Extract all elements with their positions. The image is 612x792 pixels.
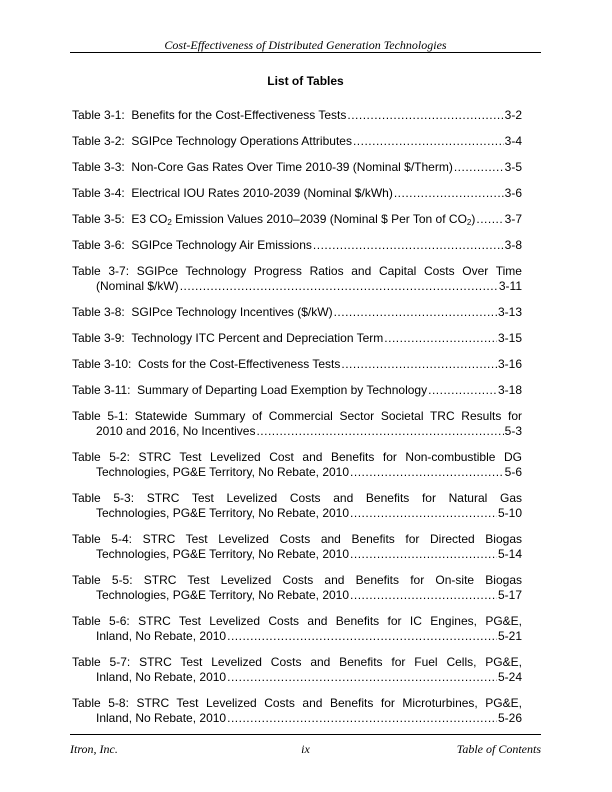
toc-entry-title: Table 3-11: Summary of Departing Load Exemption by Technology bbox=[72, 383, 428, 397]
toc-entry[interactable] bbox=[72, 108, 522, 123]
footer-section: Table of Contents bbox=[456, 742, 541, 756]
toc-entry-page[interactable]: 5-26 bbox=[497, 711, 522, 725]
toc-entry[interactable] bbox=[72, 134, 522, 149]
toc-entry-label: Table 3-2: bbox=[72, 134, 132, 148]
toc-entry-page[interactable]: 5-14 bbox=[497, 547, 522, 561]
toc-entry-title: Inland, No Rebate, 2010 bbox=[96, 629, 227, 643]
toc-entry-title: Inland, No Rebate, 2010 bbox=[96, 711, 227, 725]
dot-leader bbox=[227, 711, 497, 726]
toc-entry-title: Table 3-2: SGIPce Technology Operations Attributes bbox=[72, 134, 352, 148]
toc-entry-label: Table 3-3: bbox=[72, 160, 132, 174]
toc-entry[interactable] bbox=[72, 383, 522, 398]
toc-entry-page[interactable]: 3-4 bbox=[504, 134, 522, 148]
running-header: Cost-Effectiveness of Distributed Generation Technologies bbox=[164, 38, 447, 52]
toc-entry-label: Table 5-4: bbox=[72, 532, 143, 546]
toc-entry-title-line: Table 5-8: STRC Test Levelized Costs and Benefits for Microturbines, PG&E, bbox=[72, 696, 522, 710]
toc-entry[interactable] bbox=[72, 264, 522, 294]
dot-leader bbox=[227, 629, 497, 644]
toc-entry-page[interactable]: 3-16 bbox=[497, 357, 522, 371]
dot-leader bbox=[350, 506, 497, 521]
toc-entry-title: Table 3-4: Electrical IOU Rates 2010-2039 (Nominal $/kWh) bbox=[72, 186, 393, 200]
footer-rule bbox=[70, 734, 541, 735]
toc-entry[interactable] bbox=[72, 491, 522, 521]
toc-entry-label: Table 3-6: bbox=[72, 238, 132, 252]
toc-entry-page[interactable]: 5-21 bbox=[497, 629, 522, 643]
toc-entry-page[interactable]: 5-3 bbox=[504, 424, 522, 438]
toc-entry-title-line: Table 5-2: STRC Test Levelized Cost and Benefits for Non-combustible DG bbox=[72, 450, 522, 464]
dot-leader bbox=[341, 357, 497, 372]
toc-entry-label: Table 5-3: bbox=[72, 491, 147, 505]
toc-entry-label: Table 3-1: bbox=[72, 108, 132, 122]
toc-entry-title: Table 3-5: E3 $CO_2$ Emission Values 2010–2039 (Nominal $ Per Ton of $CO_2$) bbox=[72, 212, 476, 227]
toc-entry-title: Technologies, PG&E Territory, No Rebate, 2010 bbox=[96, 506, 350, 520]
toc-entry-title-line: Table 5-7: STRC Test Levelized Costs and Benefits for Fuel Cells, PG&E, bbox=[72, 655, 522, 669]
toc-entry-title: Table 3-6: SGIPce Technology Air Emissions bbox=[72, 238, 312, 252]
toc-entry-title: (Nominal $/kW) bbox=[96, 279, 179, 293]
toc-entry-label: Table 3-9: bbox=[72, 331, 132, 345]
toc-entry[interactable] bbox=[72, 331, 522, 346]
toc-entry[interactable] bbox=[72, 614, 522, 644]
toc-entry-page[interactable]: 3-5 bbox=[504, 160, 522, 174]
dot-leader bbox=[350, 588, 497, 603]
toc-entry-label: Table 5-2: bbox=[72, 450, 139, 464]
list-of-tables bbox=[72, 108, 522, 737]
toc-entry-label: Table 3-10: bbox=[72, 357, 139, 371]
toc-entry-page[interactable]: 3-7 bbox=[504, 212, 522, 226]
toc-entry-title-line: Table 5-6: STRC Test Levelized Costs and Benefits for IC Engines, PG&E, bbox=[72, 614, 522, 628]
toc-entry-title: Table 3-8: SGIPce Technology Incentives ($/kW) bbox=[72, 305, 333, 319]
toc-entry[interactable] bbox=[72, 573, 522, 603]
toc-entry[interactable] bbox=[72, 160, 522, 175]
dot-leader bbox=[347, 108, 503, 123]
toc-entry-label: Table 3-11: bbox=[72, 383, 138, 397]
dot-leader bbox=[454, 160, 504, 175]
toc-entry-page[interactable]: 5-24 bbox=[497, 670, 522, 684]
toc-entry-page[interactable]: 5-10 bbox=[497, 506, 522, 520]
toc-entry[interactable] bbox=[72, 305, 522, 320]
toc-entry-page[interactable]: 3-2 bbox=[504, 108, 522, 122]
toc-entry-title: Technologies, PG&E Territory, No Rebate, 2010 bbox=[96, 465, 350, 479]
toc-entry-page[interactable]: 3-6 bbox=[504, 186, 522, 200]
dot-leader bbox=[313, 238, 504, 253]
toc-entry-title-line: Table 5-3: STRC Test Levelized Costs and Benefits for Natural Gas bbox=[72, 491, 522, 505]
toc-entry[interactable] bbox=[72, 696, 522, 726]
toc-entry-label: Table 5-6: bbox=[72, 614, 139, 628]
toc-entry[interactable] bbox=[72, 409, 522, 439]
toc-entry-title: Technologies, PG&E Territory, No Rebate, 2010 bbox=[96, 547, 350, 561]
toc-entry[interactable] bbox=[72, 212, 522, 227]
toc-entry[interactable] bbox=[72, 450, 522, 480]
toc-entry-page[interactable]: 3-13 bbox=[497, 305, 522, 319]
footer-company: Itron, Inc. bbox=[70, 742, 118, 756]
toc-entry[interactable] bbox=[72, 238, 522, 253]
toc-entry-title: Technologies, PG&E Territory, No Rebate, 2010 bbox=[96, 588, 350, 602]
toc-entry-title-line: Table 5-5: STRC Test Levelized Costs and Benefits for On-site Biogas bbox=[72, 573, 522, 587]
page-footer bbox=[70, 742, 541, 756]
toc-entry[interactable] bbox=[72, 186, 522, 201]
toc-entry[interactable] bbox=[72, 357, 522, 372]
toc-entry-label: Table 3-7: bbox=[72, 264, 137, 278]
toc-entry-page[interactable]: 3-11 bbox=[498, 279, 522, 293]
dot-leader bbox=[350, 547, 497, 562]
dot-leader bbox=[428, 383, 497, 398]
toc-entry[interactable] bbox=[72, 532, 522, 562]
dot-leader bbox=[350, 465, 504, 480]
toc-entry-title: Table 3-3: Non-Core Gas Rates Over Time 2010-39 (Nominal $/Therm) bbox=[72, 160, 453, 174]
toc-entry-page[interactable]: 3-8 bbox=[504, 238, 522, 252]
toc-entry[interactable] bbox=[72, 655, 522, 685]
dot-leader bbox=[334, 305, 497, 320]
toc-entry-title-line: Table 3-7: SGIPce Technology Progress Ratios and Capital Costs Over Time bbox=[72, 264, 522, 278]
toc-entry-title: Table 3-1: Benefits for the Cost-Effectiveness Tests bbox=[72, 108, 347, 122]
toc-entry-page[interactable]: 5-6 bbox=[504, 465, 522, 479]
page-number: ix bbox=[301, 742, 310, 756]
toc-entry-label: Table 5-5: bbox=[72, 573, 144, 587]
toc-entry-label: Table 3-4: bbox=[72, 186, 132, 200]
dot-leader bbox=[384, 331, 497, 346]
dot-leader bbox=[394, 186, 504, 201]
toc-entry-label: Table 5-1: bbox=[72, 409, 135, 423]
toc-entry-page[interactable]: 3-15 bbox=[497, 331, 522, 345]
toc-entry-label: Table 3-8: bbox=[72, 305, 132, 319]
dot-leader bbox=[256, 424, 503, 439]
toc-entry-title: Inland, No Rebate, 2010 bbox=[96, 670, 227, 684]
page-title: List of Tables bbox=[267, 74, 344, 88]
toc-entry-title: Table 3-9: Technology ITC Percent and Depreciation Term bbox=[72, 331, 384, 345]
toc-entry-title: Table 3-10: Costs for the Cost-Effectiveness Tests bbox=[72, 357, 341, 371]
toc-entry-title: 2010 and 2016, No Incentives bbox=[96, 424, 256, 438]
dot-leader bbox=[180, 279, 498, 294]
toc-entry-page[interactable]: 5-17 bbox=[497, 588, 522, 602]
toc-entry-page[interactable]: 3-18 bbox=[497, 383, 522, 397]
dot-leader bbox=[353, 134, 504, 149]
toc-entry-title-line: Table 5-1: Statewide Summary of Commercial Sector Societal TRC Results for bbox=[72, 409, 522, 423]
header-rule bbox=[70, 52, 541, 53]
toc-entry-label: Table 5-8: bbox=[72, 696, 137, 710]
dot-leader bbox=[476, 212, 503, 227]
toc-entry-title-line: Table 5-4: STRC Test Levelized Costs and Benefits for Directed Biogas bbox=[72, 532, 522, 546]
dot-leader bbox=[227, 670, 497, 685]
toc-entry-label: Table 5-7: bbox=[72, 655, 140, 669]
toc-entry-label: Table 3-5: bbox=[72, 212, 132, 226]
